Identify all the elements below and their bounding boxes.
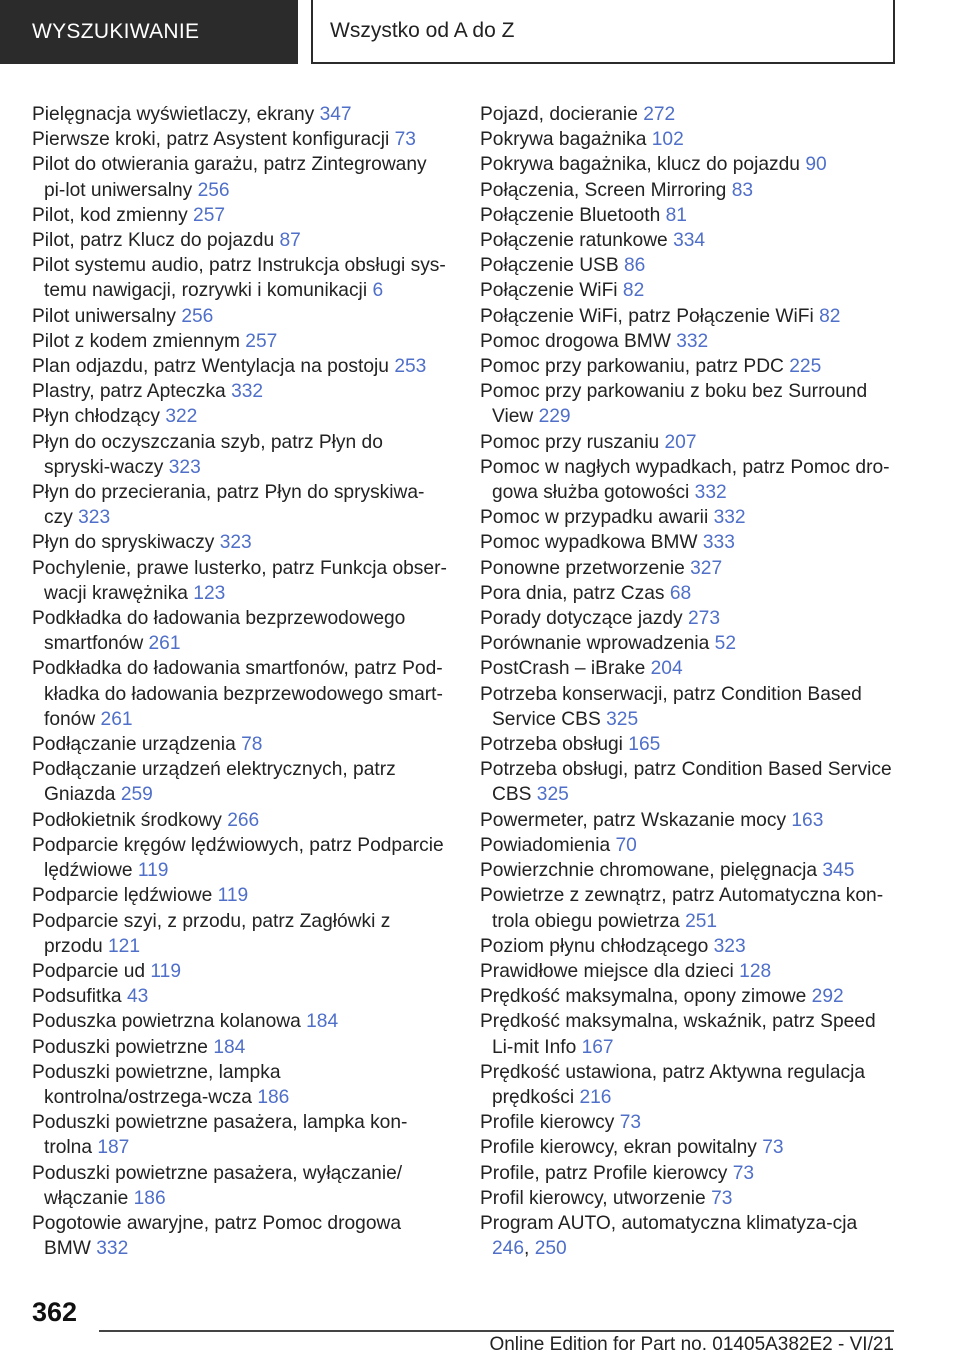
page-reference-link[interactable]: 323 [168, 456, 201, 478]
index-entry-text: Podparcie lędźwiowe [32, 885, 213, 907]
index-column-right [480, 102, 898, 1261]
index-entry [480, 1110, 898, 1135]
index-entry [480, 934, 898, 959]
index-entry-text: Podparcie ud [32, 960, 146, 982]
page-reference-link[interactable]: 334 [673, 230, 706, 252]
index-entry-text: Powierzchnie chromowane, pielęgnacja [480, 860, 818, 882]
page-reference-link[interactable]: 73 [619, 1112, 642, 1134]
page-header [0, 0, 960, 66]
page-reference-link[interactable]: 163 [791, 809, 824, 831]
page-reference-link[interactable]: 184 [213, 1036, 246, 1058]
page-reference-link[interactable]: 83 [731, 179, 754, 201]
index-entry [480, 152, 898, 177]
index-entry [480, 178, 898, 203]
page-reference-link[interactable]: 82 [819, 305, 841, 327]
index-entry-text: Pomoc przy parkowaniu z boku bez Surround View [480, 381, 868, 428]
page-reference-link[interactable]: 119 [217, 885, 249, 907]
index-entry-text: Potrzeba konserwacji, patrz Condition Based Service CBS [480, 683, 862, 730]
index-entry [32, 808, 450, 833]
index-entry-text: Prędkość maksymalna, wskaźnik, patrz Speed Li-mit Info [480, 1011, 876, 1058]
index-entry-text: Płyn do oczyszczania szyb, patrz Płyn do spryski-waczy [32, 431, 383, 478]
index-entry [32, 757, 450, 807]
page-reference-link[interactable]: 229 [538, 406, 571, 428]
index-entry-text: Powietrze z zewnątrz, patrz Automatyczna kon-trola obiegu powietrza [480, 885, 884, 932]
index-entry [32, 732, 450, 757]
page-reference-link[interactable]: 187 [97, 1137, 130, 1159]
index-entry [480, 379, 898, 429]
index-entry [32, 959, 450, 984]
index-entry [480, 329, 898, 354]
page-reference-link[interactable]: 207 [664, 431, 697, 453]
index-entry-text: Pomoc przy parkowaniu, patrz PDC [480, 356, 784, 378]
page-reference-link[interactable]: 261 [148, 633, 181, 655]
index-entry-text: Połączenie Bluetooth [480, 204, 661, 226]
index-entry-text: Płyn do przecierania, patrz Płyn do spryskiwa-czy [32, 482, 425, 529]
index-entry-text: Pomoc w przypadku awarii [480, 507, 709, 529]
page-reference-link[interactable]: 345 [822, 860, 855, 882]
index-entry-text: Powiadomienia [480, 834, 611, 856]
page-title: Wszystko od A do Z [311, 0, 895, 64]
page-reference-link[interactable]: 292 [811, 986, 844, 1008]
index-entry-text: Podłączanie urządzenia [32, 734, 236, 756]
index-entry [480, 530, 898, 555]
page-reference-link[interactable]: 121 [108, 935, 141, 957]
index-entry-text: Poduszki powietrzne [32, 1036, 208, 1058]
page-reference-link[interactable]: 266 [227, 809, 260, 831]
index-entry-text: Prędkość maksymalna, opony zimowe [480, 986, 807, 1008]
index-entry [32, 430, 450, 480]
page-reference-link[interactable]: 78 [241, 734, 263, 756]
page-reference-link[interactable]: 165 [628, 734, 661, 756]
index-entry [480, 304, 898, 329]
index-entry-text: Potrzeba obsługi [480, 734, 623, 756]
index-entry [480, 631, 898, 656]
index-entry-text: Połączenia, Screen Mirroring [480, 179, 727, 201]
index-entry [480, 682, 898, 732]
index-entry-text: Podparcie szyi, z przodu, patrz Zagłówki z przodu [32, 910, 391, 957]
index-entry [32, 530, 450, 555]
index-entry [480, 127, 898, 152]
page-number: 362 [32, 1297, 78, 1327]
index-entry-text: Poduszki powietrzne pasażera, wyłączanie/ włączanie [32, 1162, 403, 1209]
index-entry-text: Pojazd, docieranie [480, 104, 638, 125]
edition-note: Online Edition for Part no. 01405A382E2 - VI/21 [489, 1334, 894, 1355]
page-reference-link[interactable]: 327 [690, 557, 723, 579]
index-entry [480, 984, 898, 1009]
page-reference-link[interactable]: 347 [319, 104, 352, 125]
page-reference-link[interactable]: 325 [536, 784, 569, 806]
index-entry [32, 304, 450, 329]
index-entry-text: Poduszka powietrzna kolanowa [32, 1011, 301, 1033]
index-entry [32, 656, 450, 732]
index-entry [32, 1060, 450, 1110]
index-entry-text: Podkładka do ładowania smartfonów, patrz Pod-kładka do ładowania bezprzewodowego smart-fonów [32, 658, 443, 730]
page-reference-link[interactable]: 256 [181, 305, 214, 327]
page-reference-link[interactable]: 73 [711, 1187, 733, 1209]
index-entry [32, 354, 450, 379]
index-entry [480, 581, 898, 606]
index-entry [480, 1161, 898, 1186]
index-entry [32, 1211, 450, 1261]
index-entry-text: Pomoc drogowa BMW [480, 330, 671, 352]
index-entry-text: Program AUTO, automatyczna klimatyza-cja [480, 1212, 858, 1234]
index-entry [32, 203, 450, 228]
page-reference-link[interactable]: 332 [231, 381, 264, 403]
index-entry [480, 203, 898, 228]
page-reference-link[interactable]: 82 [622, 280, 645, 302]
page-reference-link[interactable]: 332 [694, 482, 727, 504]
index-entry-text: Pochylenie, prawe lusterko, patrz Funkcja obser-wacji krawężnika [32, 557, 447, 604]
index-entry [480, 833, 898, 858]
index-entry-text: Profile kierowcy, ekran powitalny [480, 1137, 757, 1159]
page-reference-link[interactable]: 73 [394, 129, 416, 151]
index-entry [480, 656, 898, 681]
index-column-left [32, 102, 450, 1261]
index-entry-text: Podłokietnik środkowy [32, 809, 222, 831]
section-tab[interactable]: WYSZUKIWANIE [0, 0, 298, 64]
index-entry [32, 909, 450, 959]
index-entry-text: Pilot z kodem zmiennym [32, 330, 240, 352]
index-entry-text: Pora dnia, patrz Czas [480, 582, 665, 604]
index-entry [480, 757, 898, 807]
index-entry [480, 102, 898, 127]
page-reference-link[interactable]: 257 [245, 330, 278, 352]
index-entry-text: Pilot, kod zmienny [32, 204, 188, 226]
page-reference-link[interactable]: 186 [133, 1187, 166, 1209]
index-entry [480, 1186, 898, 1211]
index-entry [480, 354, 898, 379]
footer-divider [99, 1330, 894, 1332]
page-reference-link[interactable]: 257 [193, 204, 226, 226]
page-reference-link[interactable]: 325 [606, 708, 639, 730]
index-entry [32, 1110, 450, 1160]
index-entry-text: Powermeter, patrz Wskazanie mocy [480, 809, 787, 831]
index-entry [32, 152, 450, 202]
page-reference-link[interactable]: 323 [78, 507, 111, 529]
index-entry-text: Połączenie WiFi, patrz Połączenie WiFi [480, 305, 814, 327]
page-reference-link[interactable]: 333 [702, 532, 735, 554]
index-entry-text: Płyn do spryskiwaczy [32, 532, 215, 554]
page-reference-link[interactable]: 6 [372, 280, 384, 302]
page-reference-link[interactable]: 86 [624, 255, 646, 277]
page-reference-link[interactable]: 184 [306, 1011, 339, 1033]
index-entry-text: Pilot, patrz Klucz do pojazdu [32, 230, 275, 252]
page-reference-link[interactable]: 261 [100, 708, 133, 730]
index-entry-text: Podkładka do ładowania bezprzewodowego smartfonów [32, 608, 406, 655]
index-entry-text: Prawidłowe miejsce dla dzieci [480, 960, 734, 982]
index-entry [480, 1060, 898, 1110]
index-entry-text: Ponowne przetworzenie [480, 557, 685, 579]
page-reference-link[interactable]: 70 [615, 834, 637, 856]
index-entry [480, 505, 898, 530]
index-entry-text: Podparcie kręgów lędźwiowych, patrz Podparcie lędźwiowe [32, 834, 444, 882]
index-entry-text: Prędkość ustawiona, patrz Aktywna regulacja prędkości [480, 1061, 866, 1108]
index-entry-text: Profile, patrz Profile kierowcy [480, 1162, 728, 1184]
index-entry-text: Profile kierowcy [480, 1112, 615, 1134]
index-entry [480, 959, 898, 984]
page-reference-link[interactable]: 225 [789, 356, 822, 378]
index-entry [32, 1009, 450, 1034]
index-entry-text: Plan odjazdu, patrz Wentylacja na postoju [32, 356, 389, 378]
index-entry [480, 253, 898, 278]
index-entry-text: Pokrywa bagażnika, klucz do pojazdu [480, 154, 800, 176]
page-reference-link[interactable]: 52 [714, 633, 737, 655]
index-entry-text: Pomoc w nagłych wypadkach, patrz Pomoc dro-gowa służba gotowości [480, 456, 890, 504]
index-entry [32, 102, 450, 127]
page-reference-link[interactable]: 332 [713, 507, 746, 529]
page-reference-link[interactable]: 332 [96, 1238, 129, 1260]
page-reference-link[interactable]: 246 [492, 1238, 525, 1260]
page-reference-link[interactable]: 256 [197, 179, 230, 201]
page-reference-link[interactable]: 259 [120, 784, 153, 806]
index-entry-text: Poduszki powietrzne pasażera, lampka kon-trolna [32, 1112, 408, 1159]
page-reference-link[interactable]: 119 [150, 960, 182, 982]
page-reference-link[interactable]: 272 [643, 104, 676, 125]
index-entry-text: Porównanie wprowadzenia [480, 633, 710, 655]
index-entry [480, 228, 898, 253]
index-entry [32, 127, 450, 152]
index-entry-text: Pilot do otwierania garażu, patrz Zintegrowany pi-lot uniwersalny [32, 154, 427, 201]
index-entry-text: Płyn chłodzący [32, 406, 160, 428]
index-entry-text: Pogotowie awaryjne, patrz Pomoc drogowa BMW [32, 1212, 402, 1260]
index-entry-text: Pilot uniwersalny [32, 305, 176, 327]
page-reference-link[interactable]: 119 [137, 860, 169, 882]
index-entry-text: Połączenie USB [480, 255, 619, 277]
index-entry-text: Pomoc wypadkowa BMW [480, 532, 698, 554]
index-entry [32, 833, 450, 883]
index-entry [32, 404, 450, 429]
index-entry [32, 606, 450, 656]
page-reference-link[interactable]: 250 [534, 1238, 567, 1260]
index-entry [480, 556, 898, 581]
index-entry-text: Pilot systemu audio, patrz Instrukcja obsługi sys-temu nawigacji, rozrywki i komunikacji [32, 255, 446, 302]
page-reference-link[interactable]: 123 [193, 582, 226, 604]
index-entry [32, 253, 450, 303]
page-reference-link[interactable]: 128 [739, 960, 772, 982]
index-entry-text: Połączenie ratunkowe [480, 230, 668, 252]
index-entry-text: Poziom płynu chłodzącego [480, 935, 709, 957]
index-entry-text: Plastry, patrz Apteczka [32, 381, 226, 403]
index-entry-text: Pomoc przy ruszaniu [480, 431, 660, 453]
page-reference-link[interactable]: 323 [713, 935, 746, 957]
index-entry [480, 278, 898, 303]
page-reference-link[interactable]: 216 [579, 1086, 612, 1108]
page-reference-link[interactable]: 167 [581, 1036, 614, 1058]
index-entry [32, 228, 450, 253]
index-entry-text: Podsufitka [32, 986, 122, 1008]
page-reference-link[interactable]: 204 [650, 658, 683, 680]
page-reference-link[interactable]: 323 [219, 532, 252, 554]
index-entry [480, 455, 898, 505]
page-reference-link[interactable]: 253 [394, 356, 427, 378]
page-reference-link[interactable]: 322 [165, 406, 198, 428]
index-entry [32, 883, 450, 908]
index-entry-text: PostCrash – iBrake [480, 658, 646, 680]
index-entry [480, 430, 898, 455]
page-reference-link[interactable]: 73 [762, 1137, 784, 1159]
index-entry [32, 1161, 450, 1211]
index-entry-text: Pielęgnacja wyświetlaczy, ekrany [32, 104, 315, 125]
index-entry [32, 556, 450, 606]
page-reference-link[interactable]: 43 [126, 986, 149, 1008]
index-entry [480, 808, 898, 833]
index-entry [32, 480, 450, 530]
index-entry-text: Pierwsze kroki, patrz Asystent konfiguracji [32, 129, 390, 151]
index-entry-text: Poduszki powietrzne, lampka kontrolna/ostrzega-wcza [32, 1061, 281, 1108]
index-entry-text: Podłączanie urządzeń elektrycznych, patrz Gniazda [32, 759, 396, 806]
index-entry: Program AUTO, automatyczna klimatyza-cja 246, 250 [480, 1212, 858, 1260]
page-reference-link[interactable]: 87 [279, 230, 301, 252]
index-entry [32, 984, 450, 1009]
index-entry [480, 858, 898, 883]
index-entry [480, 1009, 898, 1059]
index-entry [480, 606, 898, 631]
index-entry-text: Połączenie WiFi [480, 280, 618, 302]
page-reference-link[interactable]: 90 [805, 154, 827, 176]
index-entry-text: Porady dotyczące jazdy [480, 608, 683, 630]
page-reference-link[interactable]: 73 [732, 1162, 755, 1184]
index-entry [480, 1135, 898, 1160]
index-entry [32, 1035, 450, 1060]
index-entry [480, 732, 898, 757]
page-reference-link[interactable]: 102 [651, 129, 684, 151]
page-reference-link[interactable]: 251 [685, 910, 718, 932]
index-entry-text: Pokrywa bagażnika [480, 129, 647, 151]
page-reference-link[interactable]: 186 [257, 1086, 290, 1108]
page-reference-link[interactable]: 273 [687, 608, 720, 630]
page-reference-link[interactable]: 81 [665, 204, 687, 226]
page-reference-link[interactable]: 68 [669, 582, 692, 604]
index-entry-text: Profil kierowcy, utworzenie [480, 1187, 706, 1209]
index-entry [32, 379, 450, 404]
index-entry-text: Potrzeba obsługi, patrz Condition Based Service CBS [480, 759, 892, 806]
index-entry [32, 329, 450, 354]
page-reference-link[interactable]: 332 [676, 330, 709, 352]
index-entry [480, 883, 898, 933]
